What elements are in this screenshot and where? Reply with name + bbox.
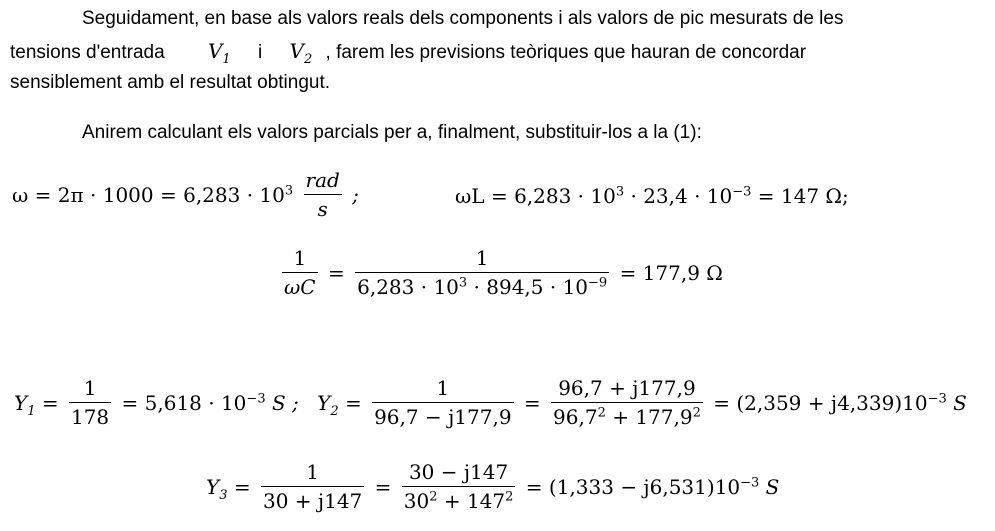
paragraph-1-line-3: sensiblement amb el resultat obtingut. xyxy=(10,72,331,93)
y1-fraction: $\frac{1}{178}$ xyxy=(70,376,110,429)
y2-fraction: $\frac{1}{96,7 - j177,9}$ xyxy=(374,376,512,429)
v2-symbol: $V_2$ xyxy=(289,39,313,67)
paragraph-1-line-2 xyxy=(10,36,985,68)
omega-expression: $\omega = 2\pi \cdot 1000 = 6,283 \cdot 10^3$ xyxy=(12,182,294,207)
lhs-fraction: $\frac{1}{\omega C}$ xyxy=(284,246,316,299)
paragraph-1-line-1: Seguidament, en base als valors reals dels components i als valors de pic mesurats de les xyxy=(82,8,844,29)
line-2-text-b: i xyxy=(257,42,263,63)
line-2-text-a: tensions d'entrada xyxy=(10,42,165,63)
equation-y3: $Y_3$ = $\frac{1}{30 + j147}$ = $\frac{30 - j147}{30^2 + 147^2}$ = $(1,333 - j6,531)10^{-3}$ S xyxy=(206,460,780,513)
y3-fraction: $\frac{1}{30 + j147}$ xyxy=(262,460,363,513)
y3-conjugate-fraction: $\frac{30 - j147}{30^2 + 147^2}$ xyxy=(403,460,514,513)
line-2-text-c: , farem les previsions teòriques que hauran de concordar xyxy=(325,42,807,63)
y2-conjugate-fraction: $\frac{96,7 + j177,9}{96,7^2 + 177,9^2}$ xyxy=(553,376,701,429)
equation-y1-y2: $Y_1$ = $\frac{1}{178}$ = $5,618 \cdot 10^{-3}$ S ; $Y_2$ = $\frac{1}{96,7 - j177,9}$ = $\frac{96,7 + j177,9}{96,7^2 + 177,9^2}$ = $(2,359 + j4,339)10^{-3}$ S xyxy=(14,376,967,429)
rhs-fraction: $\frac{1}{6,283 \cdot 10^3 \cdot 894,5 \cdot 10^{-9}}$ xyxy=(357,246,608,299)
omega-c-result: = 177,9 Ω xyxy=(619,260,723,285)
equation-omega: $\omega = 2\pi \cdot 1000 = 6,283 \cdot 10^3$ $\frac{\text{rad}}{s}$ ; xyxy=(12,168,359,221)
equation-omega-l: $\omega L = 6,283 \cdot 10^3 \cdot 23,4 \cdot 10^{-3} = 147$ Ω; xyxy=(455,184,849,208)
equation-1-over-omega-c: $\frac{1}{\omega C}$ = $\frac{1}{6,283 \cdot 10^3 \cdot 894,5 \cdot 10^{-9}}$ = 177,9 Ω xyxy=(284,246,723,299)
rad-per-s-fraction: $\frac{\text{rad}}{s}$ xyxy=(305,168,340,221)
paragraph-2: Anirem calculant els valors parcials per a, finalment, substituir-los a la (1): xyxy=(82,122,702,143)
v1-symbol: $V_1$ xyxy=(207,39,231,67)
